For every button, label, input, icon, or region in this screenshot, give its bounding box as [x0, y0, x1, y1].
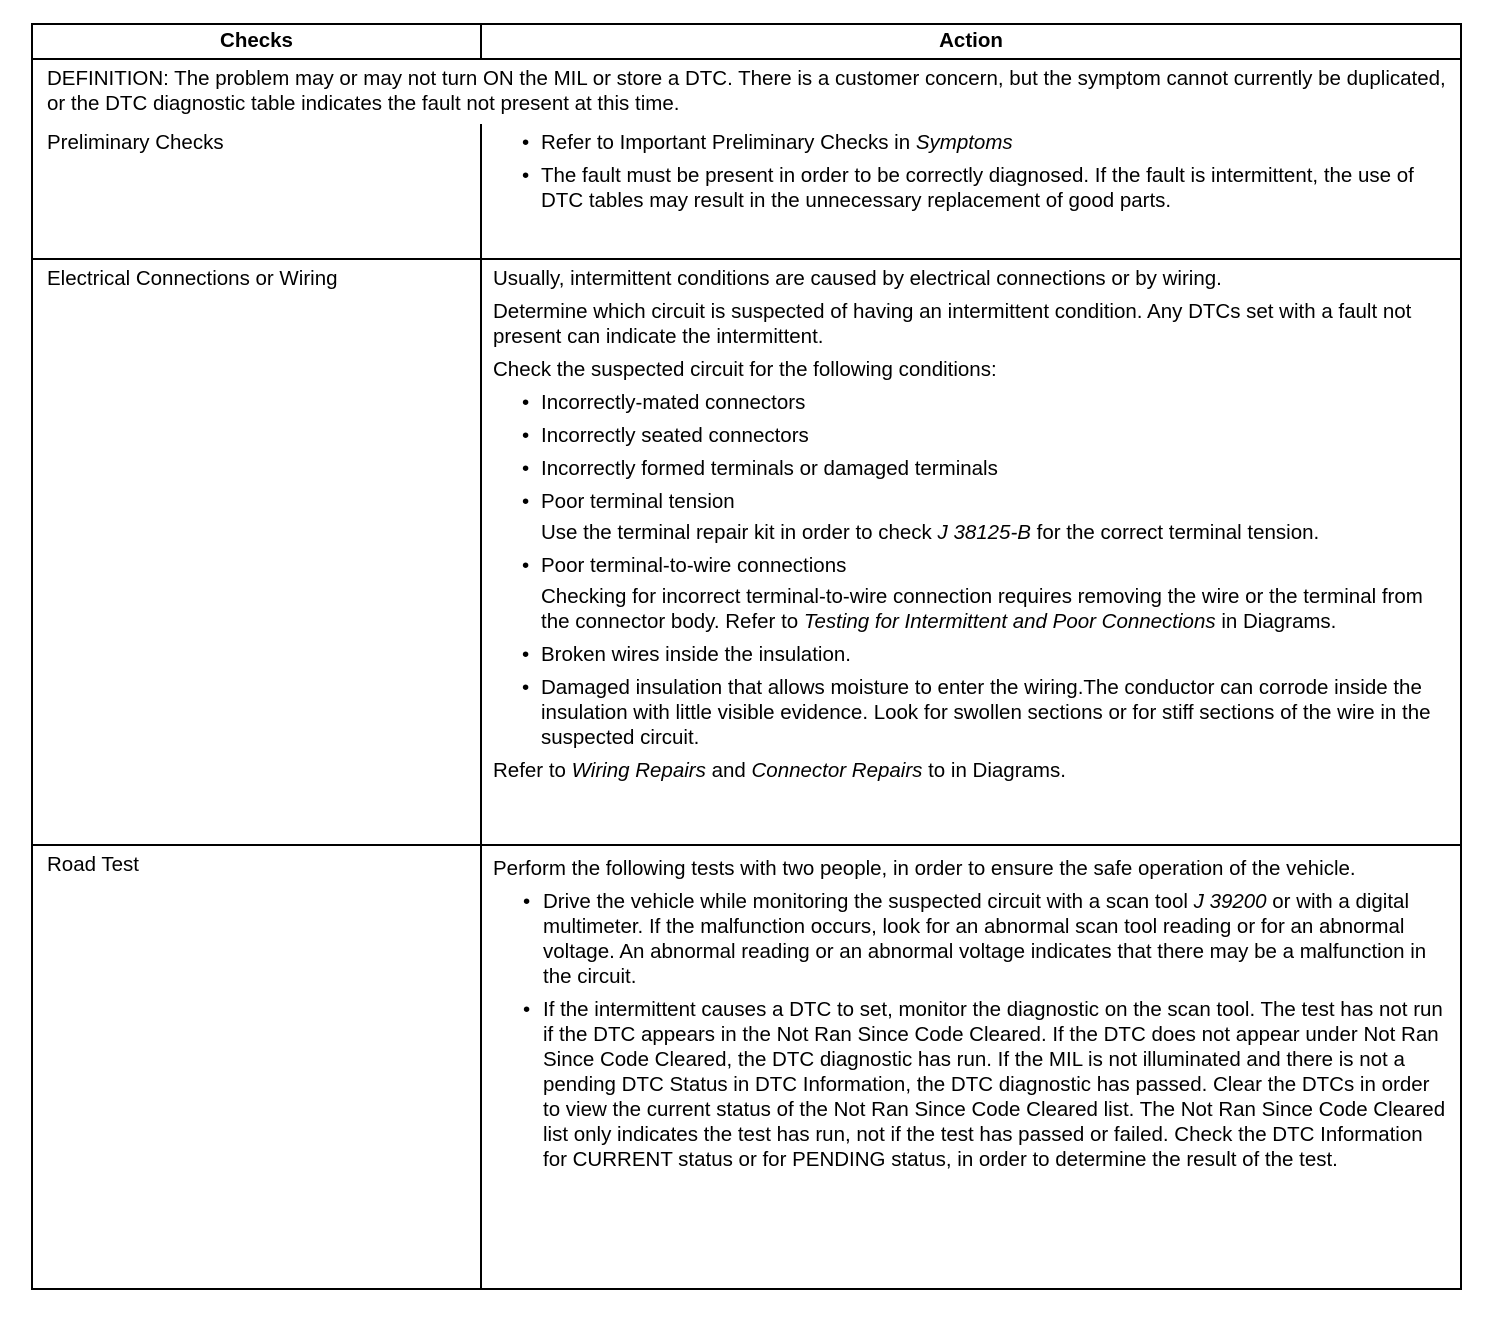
- text-segment: in Diagrams.: [1215, 610, 1337, 633]
- text-segment: to in Diagrams.: [922, 759, 1066, 782]
- text-segment: Determine which circuit is suspected of having an intermittent condition. Any DTCs set with a fault not present can indicate the intermittent.: [493, 300, 1412, 348]
- text-segment: Incorrectly seated connectors: [541, 424, 809, 447]
- action-cell: [482, 846, 1460, 1288]
- reference-text: Connector Repairs: [751, 759, 923, 782]
- bullet-item: [493, 642, 1450, 667]
- text-segment: Check the suspected circuit for the following conditions:: [493, 358, 997, 381]
- check-cell: Road Test: [33, 846, 482, 1288]
- bullet-item: [493, 889, 1450, 989]
- check-cell: Electrical Connections or Wiring: [33, 260, 482, 844]
- text-segment: Checking for incorrect terminal-to-wire connection requires removing the wire or the terminal from the connector body. Refer to: [541, 585, 1423, 633]
- reference-text: J 38125-B: [937, 521, 1031, 544]
- text-segment: Usually, intermittent conditions are caused by electrical connections or by wiring.: [493, 267, 1222, 290]
- bullet-item: [493, 423, 1450, 448]
- table-row: [33, 844, 1460, 1288]
- bullet-item: [493, 553, 1450, 578]
- bullet-item: [493, 456, 1450, 481]
- reference-text: Testing for Intermittent and Poor Connections: [803, 610, 1216, 633]
- check-cell: Preliminary Checks: [33, 124, 482, 258]
- text-segment: Damaged insulation that allows moisture to enter the wiring.The conductor can corrode inside the insulation with little visible evidence. Look for swollen sections or for stiff sections of the wire in the suspected circuit.: [541, 676, 1431, 749]
- text-segment: Incorrectly-mated connectors: [541, 391, 806, 414]
- text-segment: for the correct terminal tension.: [1030, 521, 1320, 544]
- bullet-item: [493, 390, 1450, 415]
- intermittent-conditions-table: [31, 23, 1462, 1290]
- table-header-row: [33, 25, 1460, 58]
- action-cell: [482, 260, 1460, 844]
- text-segment: Refer to: [493, 759, 572, 782]
- text-segment: Poor terminal tension: [541, 490, 735, 513]
- definition-row: [33, 58, 1460, 124]
- table-row: [33, 258, 1460, 844]
- text-segment: Poor terminal-to-wire connections: [541, 554, 847, 577]
- action-paragraph: [493, 584, 1450, 634]
- action-cell: [482, 124, 1460, 258]
- bullet-item: [493, 675, 1450, 750]
- reference-text: Symptoms: [915, 131, 1013, 154]
- text-segment: Drive the vehicle while monitoring the suspected circuit with a scan tool: [543, 890, 1194, 913]
- text-segment: or with a digital multimeter. If the malfunction occurs, look for an abnormal scan tool reading or for an abnormal voltage. An abnormal reading or an abnormal voltage indicates that there may be a malfunction in the circuit.: [543, 890, 1427, 988]
- text-segment: Refer to Important Preliminary Checks in: [541, 131, 916, 154]
- reference-text: J 39200: [1193, 890, 1267, 913]
- text-segment: Broken wires inside the insulation.: [541, 643, 851, 666]
- definition-text: DEFINITION: The problem may or may not turn ON the MIL or store a DTC. There is a customer concern, but the symptom cannot currently be duplicated, or the DTC diagnostic table indicates the fault not present at this time.: [47, 67, 1446, 115]
- bullet-item: [493, 489, 1450, 514]
- action-paragraph: [493, 520, 1450, 545]
- bullet-item: [493, 997, 1450, 1172]
- text-segment: and: [705, 759, 752, 782]
- text-segment: The fault must be present in order to be correctly diagnosed. If the fault is intermittent, the use of DTC tables may result in the unnecessary replacement of good parts.: [541, 164, 1414, 212]
- text-segment: Perform the following tests with two people, in order to ensure the safe operation of the vehicle.: [493, 857, 1356, 880]
- header-checks: Checks: [33, 25, 482, 58]
- table-row: [33, 124, 1460, 258]
- action-paragraph: [493, 266, 1450, 291]
- reference-text: Wiring Repairs: [571, 759, 706, 782]
- bullet-item: [493, 163, 1450, 213]
- action-paragraph: [493, 758, 1450, 783]
- text-segment: Incorrectly formed terminals or damaged terminals: [541, 457, 998, 480]
- bullet-item: [493, 130, 1450, 155]
- action-paragraph: [493, 357, 1450, 382]
- text-segment: Use the terminal repair kit in order to check: [541, 521, 938, 544]
- header-action: Action: [939, 29, 1003, 52]
- text-segment: If the intermittent causes a DTC to set, monitor the diagnostic on the scan tool. The test has not run if the DTC appears in the Not Ran Since Code Cleared. If the DTC does not appear under Not Ran Since Code Cleared, the DTC diagnostic has run. If the MIL is not illuminated and there is not a pending DTC Status in DTC Information, the DTC diagnostic has passed. Clear the DTCs in order to view the current status of the Not Ran Since Code Cleared list. The Not Ran Since Code Cleared list only indicates the test has run, not if the test has passed or failed. Check the DTC Information for CURRENT status or for PENDING status, in order to determine the result of the test.: [543, 998, 1446, 1171]
- action-paragraph: [493, 856, 1450, 881]
- action-paragraph: [493, 299, 1450, 349]
